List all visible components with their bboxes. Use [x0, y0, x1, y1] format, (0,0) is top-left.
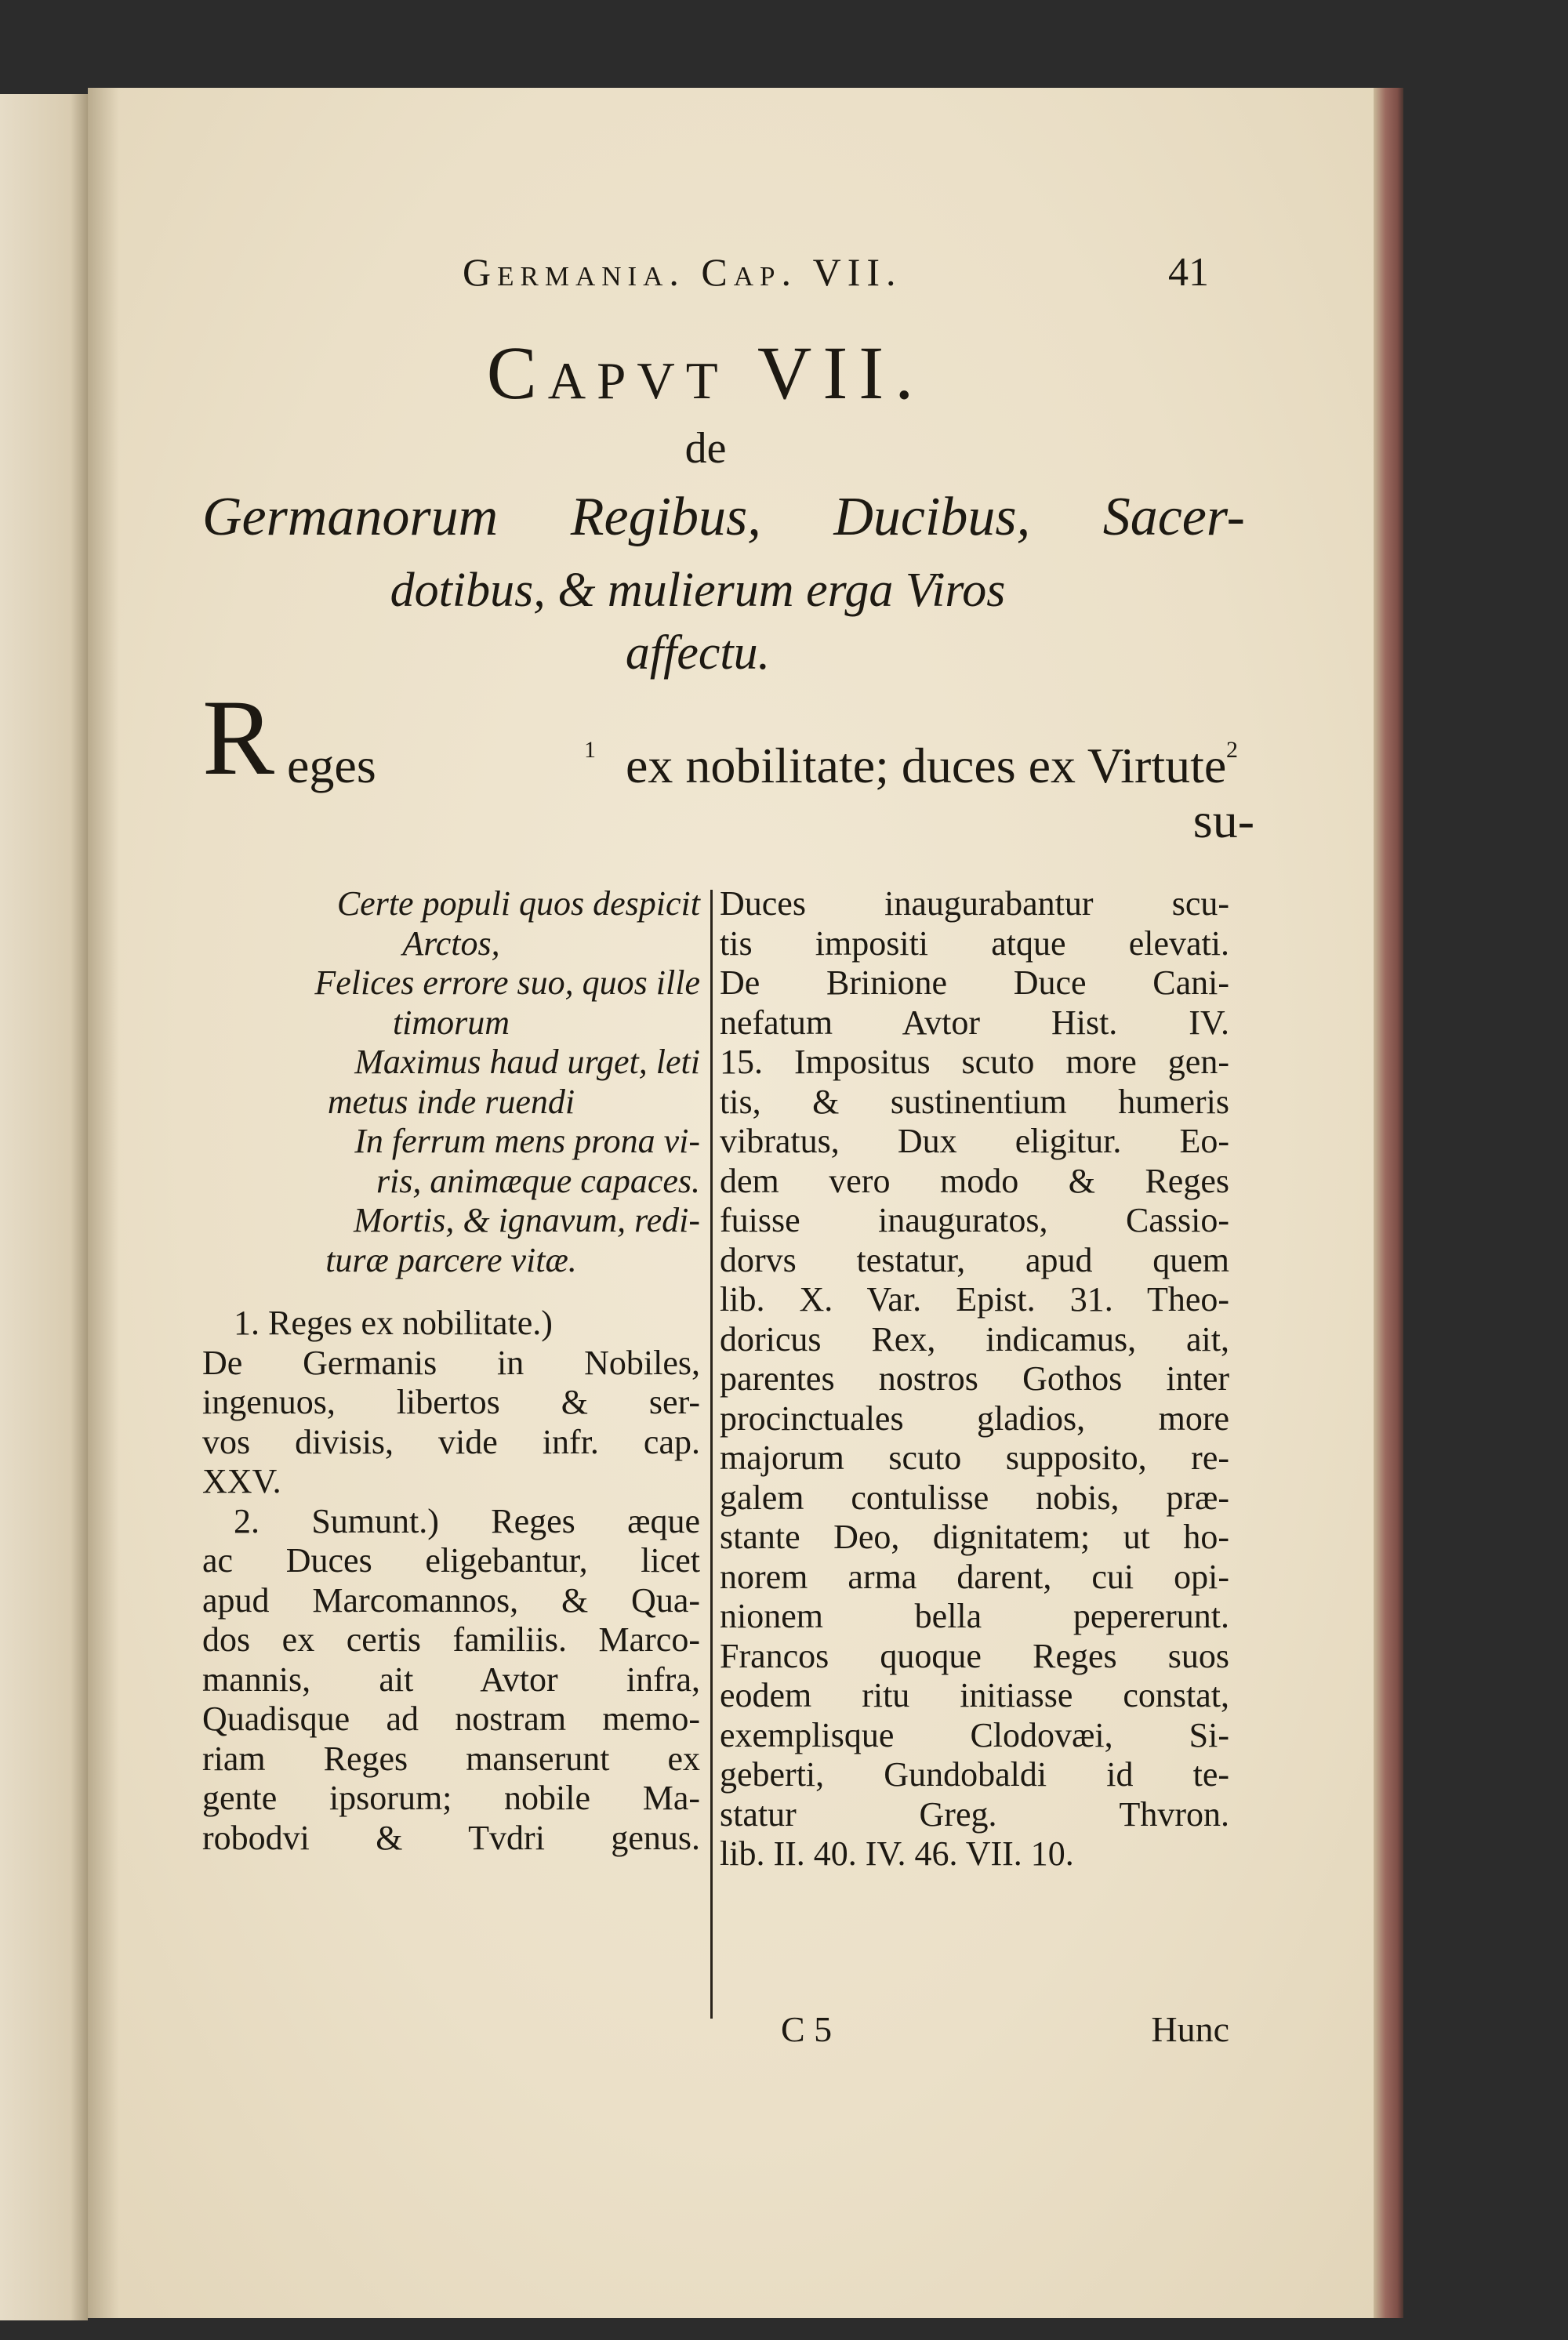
opening-continuation: su- — [1192, 793, 1254, 848]
note-line: galem contulisse nobis, præ- — [720, 1478, 1229, 1517]
note-line: majorum scuto supposito, re- — [720, 1438, 1229, 1477]
note-line: dorvs testatur, apud quem — [720, 1240, 1229, 1279]
note-line: 2. Sumunt.) Reges æque — [234, 1501, 700, 1540]
chapter-title: Capvt VII. — [486, 331, 925, 415]
note-line: dos ex certis familiis. Marco- — [202, 1620, 700, 1659]
note-line: ingenuos, libertos & ser- — [202, 1383, 700, 1421]
note-line: tis impositi atque elevati. — [720, 923, 1229, 963]
poem-line: turæ parcere vitæ. — [325, 1240, 577, 1279]
page-stack-edge — [1374, 88, 1403, 2318]
poem-line: Maximus haud urget, leti — [354, 1043, 700, 1081]
note-line: norem arma darent, cui opi- — [720, 1557, 1229, 1596]
note-line: 1. Reges ex nobilitate.) — [234, 1304, 553, 1342]
note-line: lib. X. Var. Epist. 31. Theo- — [720, 1280, 1229, 1319]
subtitle-word: Sacer- — [1102, 487, 1245, 547]
subtitle-word: Regibus, — [570, 487, 761, 547]
subtitle-word: Ducibus, — [833, 487, 1031, 547]
note-line: nionem bella pepererunt. — [720, 1597, 1229, 1635]
running-title: Germania. Cap. VII. — [463, 250, 902, 294]
note-line: mannis, ait Avtor infra, — [202, 1660, 700, 1699]
chapter-subtitle-line-1 — [202, 486, 1245, 549]
left-column — [202, 884, 700, 1858]
note-line: 15. Impositus scuto more gen- — [720, 1043, 1229, 1081]
catchword: Hunc — [1151, 2009, 1229, 2049]
page-number: 41 — [1168, 250, 1209, 295]
note-line: exemplisque Clodovæi, Si- — [720, 1715, 1229, 1754]
note-line: geberti, Gundobaldi id te- — [720, 1755, 1229, 1794]
facing-page-edge — [0, 94, 88, 2320]
poem-line: metus inde ruendi — [327, 1082, 575, 1121]
note-line: parentes nostros Gothos inter — [720, 1359, 1229, 1398]
note-line: vibratus, Dux eligitur. Eo- — [720, 1122, 1229, 1160]
note-line: apud Marcomannos, & Qua- — [202, 1580, 700, 1620]
note-line: procinctuales gladios, more — [720, 1399, 1229, 1438]
note-line: De Germanis in Nobiles, — [202, 1343, 700, 1382]
poem-line: Certe populi quos despicit — [336, 884, 700, 923]
poem-line: Mortis, & ignavum, redi- — [354, 1201, 700, 1239]
drop-letter: R — [202, 677, 275, 797]
note-line: De Brinione Duce Cani- — [720, 963, 1229, 1002]
note-line: Duces inaugurabantur scu- — [720, 884, 1229, 923]
right-column — [720, 884, 1229, 1874]
note-line: statur Greg. Thvron. — [720, 1794, 1229, 1834]
note-line: tis, & sustinentium humeris — [720, 1082, 1229, 1121]
note-line: robodvi & Tvdri genus. — [202, 1818, 700, 1857]
note-line: eodem ritu initiasse constat, — [720, 1676, 1229, 1714]
note-line: ac Duces eligebantur, licet — [202, 1541, 700, 1580]
note-line: nefatum Avtor Hist. IV. — [720, 1003, 1229, 1042]
footnotes-left — [202, 1304, 700, 1858]
opening-text: ex nobilitate; duces ex Virtute — [626, 738, 1227, 793]
note-line: XXV. — [202, 1462, 281, 1500]
note-mark-1: 1 — [584, 737, 596, 763]
note-line: Francos quoque Reges suos — [720, 1636, 1229, 1675]
poem-line: Arctos, — [402, 923, 500, 963]
poem-line: ris, animæque capaces. — [376, 1161, 700, 1200]
subtitle-word: Germanorum — [202, 487, 499, 547]
note-line: stante Deo, dignitatem; ut ho- — [720, 1518, 1229, 1556]
signature-mark: C 5 — [781, 2009, 833, 2049]
poem-line: In ferrum mens prona vi- — [354, 1122, 700, 1160]
running-header — [463, 249, 1239, 296]
note-line: gente ipsorum; nobile Ma- — [202, 1779, 700, 1817]
poem-quotation — [202, 884, 700, 1280]
note-line: lib. II. 40. IV. 46. VII. 10. — [720, 1834, 1074, 1873]
opening-first-word: eges — [287, 738, 376, 793]
chapter-de: de — [684, 424, 727, 473]
note-line: dem vero modo & Reges — [720, 1161, 1229, 1200]
column-divider — [710, 890, 713, 2019]
opening-sentence — [202, 677, 1253, 797]
note-line: Quadisque ad nostram memo- — [202, 1700, 700, 1738]
note-line: vos divisis, vide infr. cap. — [202, 1422, 700, 1461]
poem-line: Felices errore suo, quos ille — [314, 963, 700, 1002]
page-gutter-shadow — [88, 88, 119, 2318]
note-mark-2: 2 — [1226, 737, 1238, 763]
poem-line: timorum — [392, 1003, 510, 1042]
note-line: doricus Rex, indicamus, ait, — [720, 1319, 1229, 1359]
chapter-subtitle-line-2: dotibus, & mulierum erga Viros — [390, 564, 1006, 617]
note-line: riam Reges manserunt ex — [202, 1739, 700, 1778]
note-line: fuisse inauguratos, Cassio- — [720, 1201, 1229, 1239]
chapter-subtitle-line-3: affectu. — [625, 626, 771, 680]
